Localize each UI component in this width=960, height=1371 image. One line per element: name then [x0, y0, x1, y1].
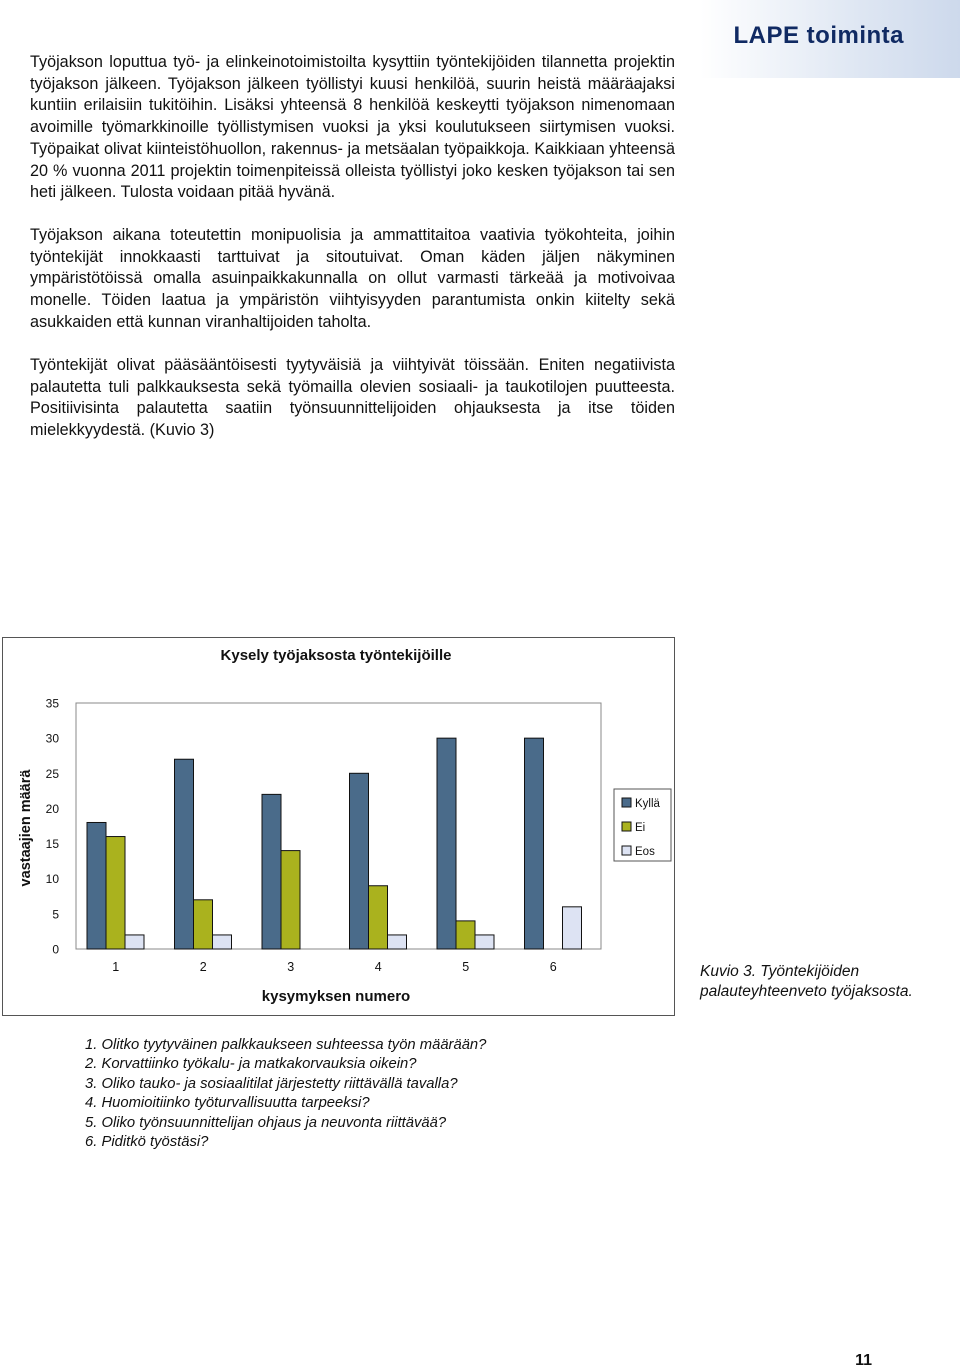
- bar-ei: [106, 837, 125, 949]
- bar-kyllä: [262, 794, 281, 949]
- plot-area: [76, 703, 601, 949]
- y-tick-label: 5: [52, 907, 59, 922]
- body-paragraph: Työjakson loputtua työ- ja elinkeinotoimistoilta kysyttiin työntekijöiden tilannetta projektin työjakson jälkeen. Työjakson jälkeen työllistyi kuusi henkilöä, suurin heistä määräajaksi kuntiin erilaisiin tukitöihin. Lisäksi yhteensä 8 henkilöä keskeytti työjakson nimenomaan avoimille työmarkkinoille työllistymisen vuoksi ja yksi koulutukseen siirtymisen vuoksi. Työpaikat olivat kiinteistöhuollon, rakennus- ja metsäalan työpaikkoja. Kaikkiaan yhteensä 20 % vuonna 2011 projektin toimenpiteissä olleista työllistyi joko kesken työjakson tai sen heti jälkeen. Tulosta voidaan pitää hyvänä.: [30, 53, 675, 202]
- legend-label: Kyllä: [635, 798, 660, 810]
- x-axis-label: kysymyksen numero: [261, 988, 411, 1005]
- bar-eos: [125, 935, 144, 949]
- page-number: 11: [855, 1352, 872, 1369]
- question-list: [85, 1036, 486, 1152]
- y-tick-label: 10: [45, 872, 59, 887]
- x-tick-label: 5: [462, 960, 470, 974]
- bar-kyllä: [87, 822, 106, 949]
- legend-swatch: [622, 798, 631, 807]
- x-tick-label: 1: [112, 960, 120, 974]
- bar-chart: [3, 638, 674, 1015]
- x-tick-label: 2: [199, 960, 207, 974]
- bar-kyllä: [525, 738, 544, 949]
- x-tick-label: 6: [549, 960, 557, 974]
- y-tick-label: 30: [45, 731, 59, 746]
- bar-kyllä: [437, 738, 456, 949]
- y-tick-label: 20: [45, 801, 59, 816]
- question-item: 2. Korvattiinko työkalu- ja matkakorvauksia oikein?: [85, 1056, 417, 1073]
- bar-kyllä: [175, 759, 194, 949]
- y-tick-label: 25: [45, 766, 59, 781]
- question-item: 3. Oliko tauko- ja sosiaalitilat järjestetty riittävällä tavalla?: [85, 1075, 458, 1092]
- legend-label: Ei: [635, 822, 646, 834]
- legend-swatch: [622, 846, 631, 855]
- section-title: LAPE toiminta: [733, 22, 904, 49]
- y-tick-label: 15: [45, 837, 59, 852]
- bar-ei: [369, 886, 388, 949]
- bar-eos: [475, 935, 494, 949]
- bar-eos: [388, 935, 407, 949]
- y-tick-label: 0: [52, 942, 59, 957]
- question-item: 6. Piditkö työstäsi?: [85, 1134, 209, 1151]
- x-tick-label: 4: [374, 960, 382, 974]
- y-axis-label: vastaajien määrä: [18, 769, 34, 887]
- y-tick-label: 35: [45, 696, 59, 711]
- question-item: 5. Oliko työnsuunnittelijan ohjaus ja neuvonta riittävää?: [85, 1114, 447, 1131]
- legend-label: Eos: [635, 846, 655, 858]
- body-paragraph: Työjakson aikana toteutettin monipuolisia ja ammattitaitoa vaativia työkohteita, joihin työntekijät innokkaasti tarttuivat ja sitoutuivat. Oman käden jäljen näkyminen ympäristötöissä omalla asuinpaikkakunnalla on ollut varmasti tärkeää ja motivoivaa monelle. Töiden laatua ja ympäristön viihtyisyyden parantumista onkin kiitelty sekä asukkaiden että kunnan viranhaltijoiden taholta.: [30, 226, 675, 331]
- legend-swatch: [622, 822, 631, 831]
- bar-eos: [213, 935, 232, 949]
- question-item: 1. Olitko tyytyväinen palkkaukseen suhteessa työn määrään?: [85, 1037, 487, 1053]
- chart-title: Kysely työjaksosta työntekijöille: [220, 647, 452, 664]
- bar-ei: [281, 851, 300, 949]
- body-paragraph: Työntekijät olivat pääsääntöisesti tyytyväisiä ja viihtyivät töissään. Eniten negatiivista palautetta tuli palkkauksesta sekä työmailla olevien sosiaali- ja taukotilojen puutteesta. Positiivisinta palautetta saatiin työnsuunnittelijoiden ohjauksesta ja itse töiden mielekkyydestä. (Kuvio 3): [30, 356, 675, 440]
- x-tick-label: 3: [287, 960, 295, 974]
- bar-ei: [194, 900, 213, 949]
- question-item: 4. Huomioitiinko työturvallisuutta tarpeeksi?: [85, 1095, 370, 1112]
- bar-ei: [456, 921, 475, 949]
- figure-caption: Kuvio 3. Työntekijöiden palauteyhteenveto työjaksosta.: [700, 963, 913, 1000]
- bar-eos: [563, 907, 582, 949]
- bar-kyllä: [350, 773, 369, 949]
- chart-frame: [2, 637, 675, 1016]
